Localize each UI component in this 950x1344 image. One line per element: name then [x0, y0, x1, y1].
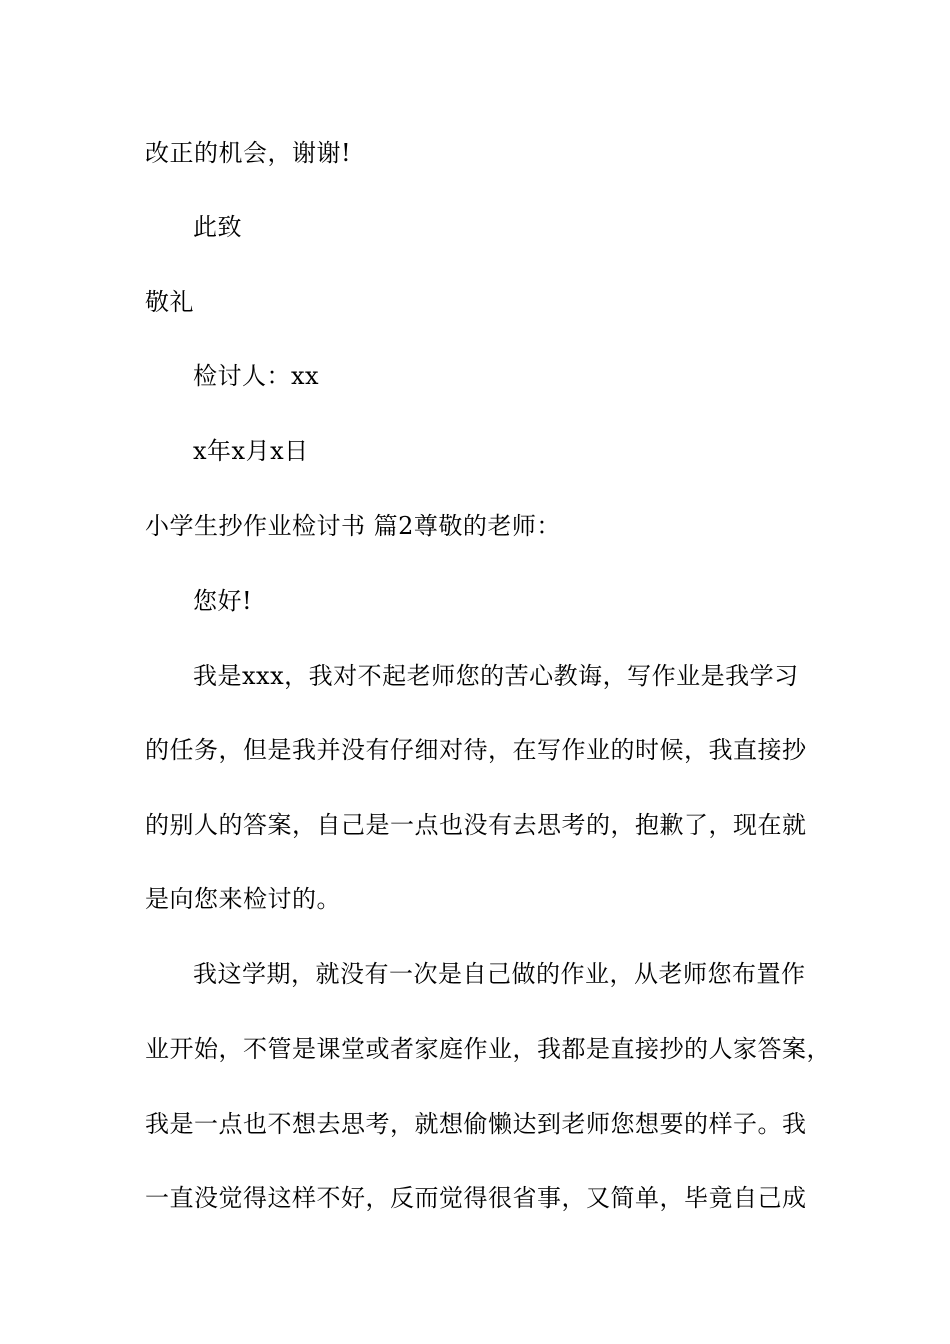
text-line-paragraph: 一直没觉得这样不好，反而觉得很省事，又简单，毕竟自己成: [145, 1184, 807, 1212]
text-line-regards: 敬礼: [145, 288, 194, 316]
text-line-closing-thanks: 改正的机会，谢谢!: [145, 139, 352, 167]
text-line-date: x年x月x日: [193, 437, 309, 465]
text-line-paragraph: 我是xxx，我对不起老师您的苦心教诲，写作业是我学习: [193, 662, 799, 690]
text-line-salutation: 此致: [193, 213, 242, 241]
text-line-paragraph: 是向您来检讨的。: [145, 885, 341, 913]
text-line-paragraph: 业开始，不管是课堂或者家庭作业，我都是直接抄的人家答案，: [145, 1035, 831, 1063]
text-line-signer: 检讨人：xx: [193, 362, 320, 390]
text-line-paragraph: 我这学期，就没有一次是自己做的作业，从老师您布置作: [193, 960, 806, 988]
text-line-paragraph: 我是一点也不想去思考，就想偷懒达到老师您想要的样子。我: [145, 1110, 807, 1138]
text-line-greeting: 您好!: [193, 587, 253, 615]
text-line-section-title: 小学生抄作业检讨书 篇2尊敬的老师：: [145, 512, 561, 540]
text-line-paragraph: 的任务，但是我并没有仔细对待，在写作业的时候，我直接抄: [145, 736, 807, 764]
text-line-paragraph: 的别人的答案，自己是一点也没有去思考的，抱歉了，现在就: [145, 811, 807, 839]
